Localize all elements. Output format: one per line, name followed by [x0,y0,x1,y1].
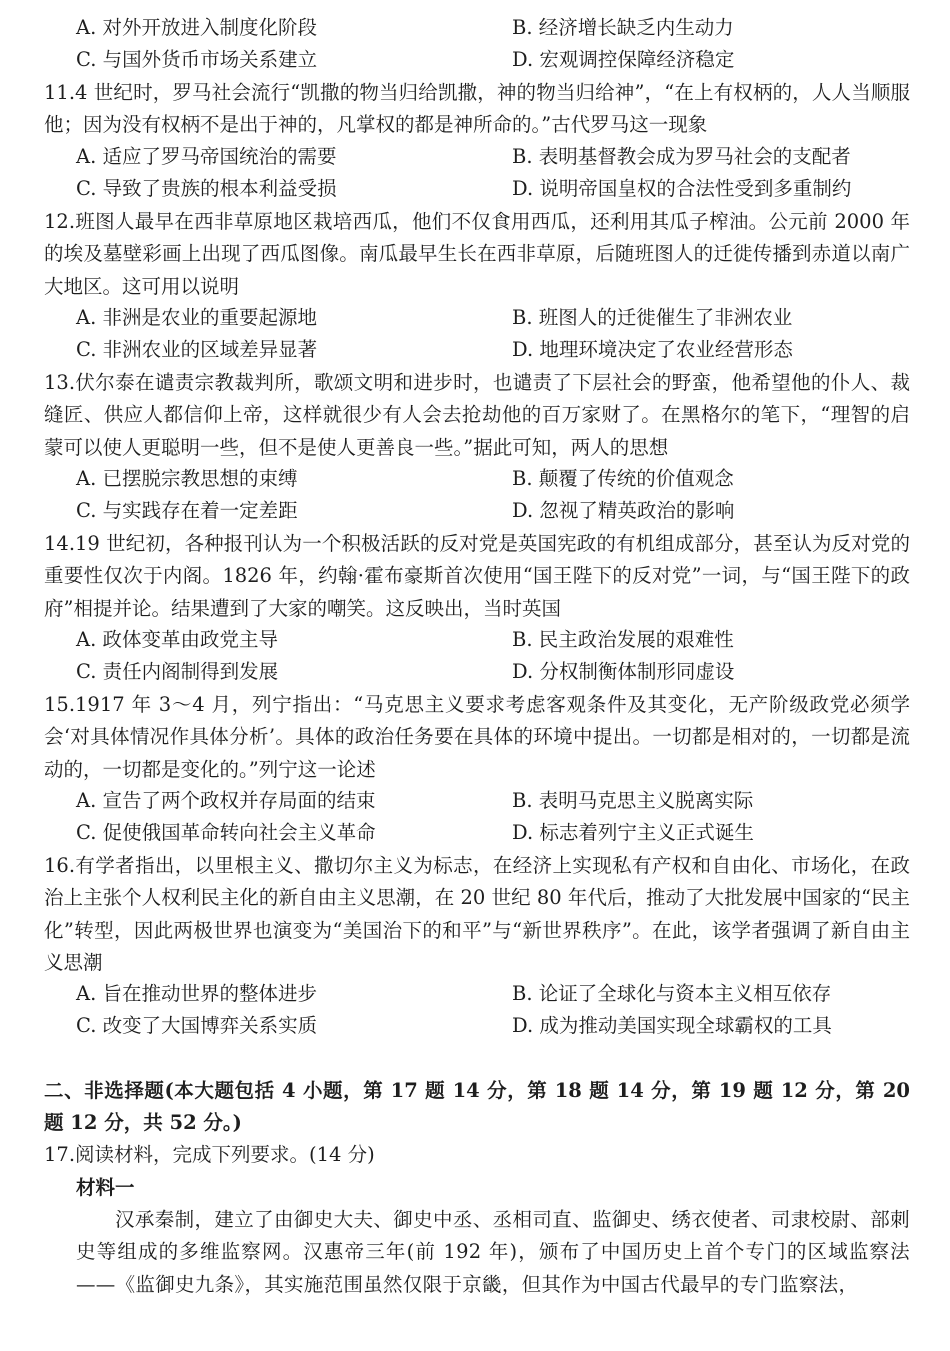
q11-option-a[interactable]: A. 适应了罗马帝国统治的需要 [76,145,337,168]
q14-stem [44,528,910,625]
material-title: 材料一 [76,1176,135,1199]
q10-option-c[interactable]: C. 与国外货币市场关系建立 [76,48,318,71]
q11-option-c[interactable]: C. 导致了贵族的根本利益受损 [76,177,337,200]
q15-number: 15. [44,693,76,716]
q13-number: 13. [44,371,76,394]
q15-option-c[interactable]: C. 促使俄国革命转向社会主义革命 [76,821,376,844]
q11-option-d[interactable]: D. 说明帝国皇权的合法性受到多重制约 [512,177,852,200]
q17-number: 17. [44,1143,76,1166]
q14-option-c[interactable]: C. 责任内阁制得到发展 [76,660,279,683]
q14-text: 19 世纪初，各种报刊认为一个积极活跃的反对党是英国宪政的有机组成部分，甚至认为反对党的重要性仅次于内阁。1826 年，约翰·霍布豪斯首次使用“国王陛下的反对党”一词，与“国王陛下的政府”相提并论。结果遭到了大家的嘲笑。这反映出，当时英国 [44,532,910,620]
q15-text: 1917 年 3～4 月，列宁指出：“马克思主义要求考虑客观条件及其变化，无产阶级政党必须学会‘对具体情况作具体分析’。具体的政治任务要在具体的环境中提出。一切都是相对的，一切都是流动的，一切都是变化的。”列宁这一论述 [44,693,910,781]
q13-stem [44,367,910,464]
q13-option-a[interactable]: A. 已摆脱宗教思想的束缚 [76,467,298,490]
q16-option-a[interactable]: A. 旨在推动世界的整体进步 [76,982,317,1005]
q11-text: 4 世纪时，罗马社会流行“凯撒的物当归给凯撒，神的物当归给神”，“在上有权柄的，人人当顺服他；因为没有权柄不是出于神的，凡掌权的都是神所命的。”古代罗马这一现象 [44,81,910,137]
q15-stem [44,689,910,786]
q10-option-a[interactable]: A. 对外开放进入制度化阶段 [76,16,317,39]
q13-option-d[interactable]: D. 忽视了精英政治的影响 [512,499,735,522]
q17-prompt [44,1139,375,1171]
q15-option-b[interactable]: B. 表明马克思主义脱离实际 [512,789,754,812]
q16-stem [44,850,910,979]
q15-option-d[interactable]: D. 标志着列宁主义正式诞生 [512,821,754,844]
q12-text: 班图人最早在西非草原地区栽培西瓜，他们不仅食用西瓜，还利用其瓜子榨油。公元前 2000 年的埃及墓壁彩画上出现了西瓜图像。南瓜最早生长在西非草原，后随班图人的迁徙传播到赤道以南广大地区。这可用以说明 [44,210,910,298]
q16-option-b[interactable]: B. 论证了全球化与资本主义相互依存 [512,982,832,1005]
q11-option-b[interactable]: B. 表明基督教会成为罗马社会的支配者 [512,145,851,168]
q17-text: 阅读材料，完成下列要求。(14 分) [75,1143,375,1166]
q11-number: 11. [44,81,76,104]
q15-option-a[interactable]: A. 宣告了两个政权并存局面的结束 [76,789,376,812]
q14-option-a[interactable]: A. 政体变革由政党主导 [76,628,278,651]
q16-option-d[interactable]: D. 成为推动美国实现全球霸权的工具 [512,1014,832,1037]
q16-number: 16. [44,854,76,877]
q12-option-b[interactable]: B. 班图人的迁徙催生了非洲农业 [512,306,793,329]
q14-option-b[interactable]: B. 民主政治发展的艰难性 [512,628,734,651]
q12-number: 12. [44,210,76,233]
section-heading: 二、非选择题(本大题包括 4 小题，第 17 题 14 分，第 18 题 14 分，第 19 题 12 分，第 20 题 12 分，共 52 分。) [44,1079,910,1135]
q12-option-c[interactable]: C. 非洲农业的区域差异显著 [76,338,318,361]
q10-option-b[interactable]: B. 经济增长缺乏内生动力 [512,16,734,39]
q10-option-d[interactable]: D. 宏观调控保障经济稳定 [512,48,735,71]
q13-option-c[interactable]: C. 与实践存在着一定差距 [76,499,298,522]
q11-stem [44,77,910,142]
q12-option-a[interactable]: A. 非洲是农业的重要起源地 [76,306,317,329]
material-body: 汉承秦制，建立了由御史大夫、御史中丞、丞相司直、监御史、绣衣使者、司隶校尉、部刺史等组成的多维监察网。汉惠帝三年(前 192 年)，颁布了中国历史上首个专门的区域监察法——《监御史九条》，其实施范围虽然仅限于京畿，但其作为中国古代最早的专门监察法， [76,1208,910,1296]
q12-stem [44,206,910,303]
q16-text: 有学者指出，以里根主义、撒切尔主义为标志，在经济上实现私有产权和自由化、市场化，在政治上主张个人权利民主化的新自由主义思潮，在 20 世纪 80 年代后，推动了大批发展中国家的“民主化”转型，因此两极世界也演变为“美国治下的和平”与“新世界秩序”。在此，该学者强调了新自由主义思潮 [44,854,910,974]
q14-number: 14. [44,532,76,555]
q16-option-c[interactable]: C. 改变了大国博弈关系实质 [76,1014,318,1037]
q13-text: 伏尔泰在谴责宗教裁判所，歌颂文明和进步时，也谴责了下层社会的野蛮，他希望他的仆人、裁缝匠、供应人都信仰上帝，这样就很少有人会去抢劫他的百万家财了。在黑格尔的笔下，“理智的启蒙可以使人更聪明一些，但不是使人更善良一些。”据此可知，两人的思想 [44,371,910,459]
q14-option-d[interactable]: D. 分权制衡体制形同虚设 [512,660,735,683]
q12-option-d[interactable]: D. 地理环境决定了农业经营形态 [512,338,793,361]
q13-option-b[interactable]: B. 颠覆了传统的价值观念 [512,467,734,490]
